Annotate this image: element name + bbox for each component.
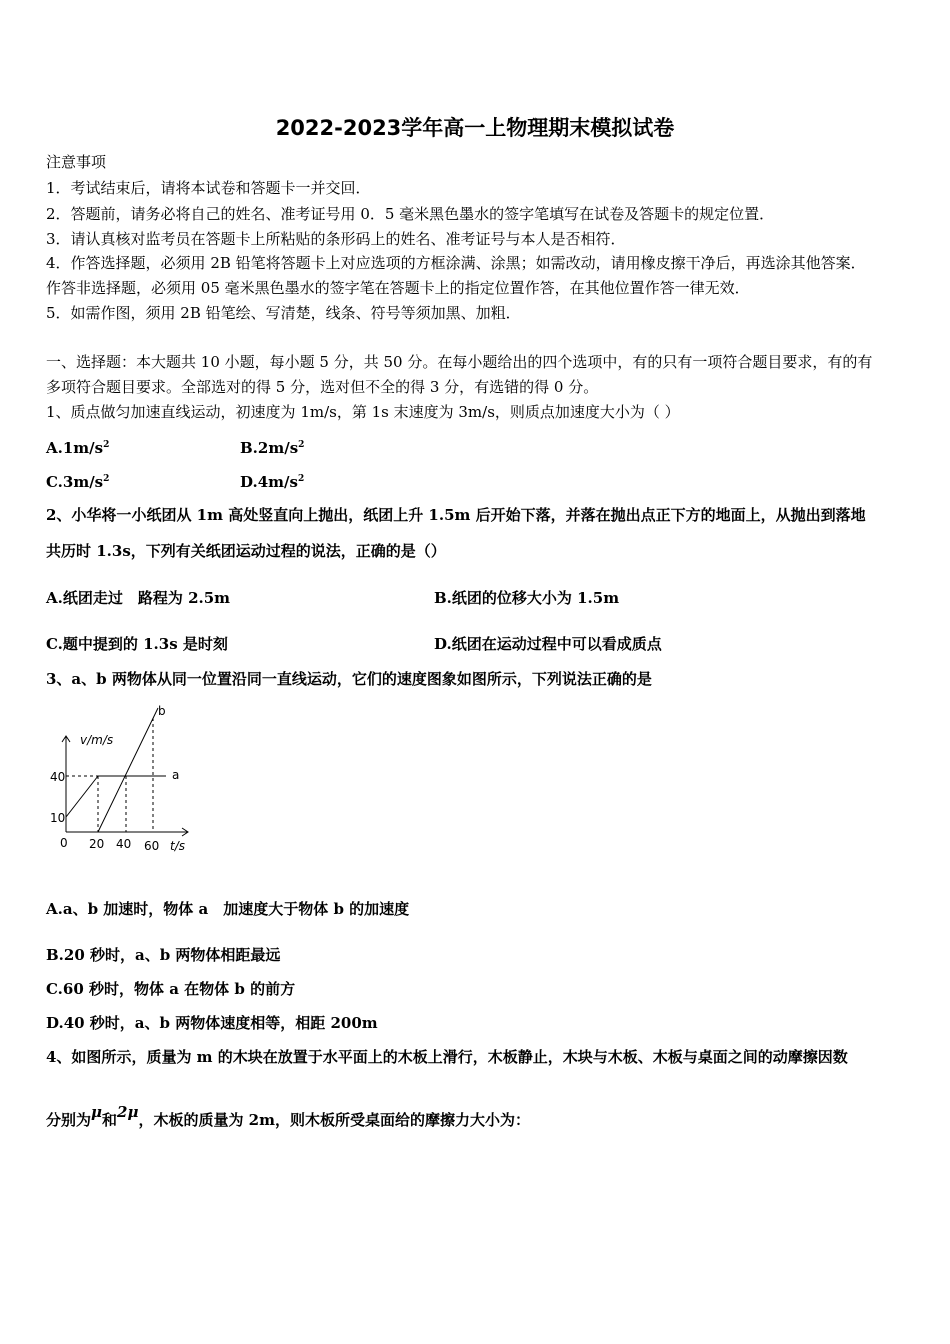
q2-stem-line: 2、小华将一小纸团从 1m 高处竖直向上抛出，纸团上升 1.5m 后开始下落，并落在抛出点正下方的地面上，从抛出到落地 — [46, 506, 866, 524]
x-tick-label: 0 — [60, 836, 68, 850]
q1-stem: 1、质点做匀加速直线运动，初速度为 1m/s，第 1s 末速度为 3m/s，则质点加速度大小为（ ） — [46, 403, 680, 421]
q1-option-b: $B.2m/s^2$ — [240, 439, 305, 457]
notice-item: 作答非选择题，必须用 05 毫米黑色墨水的签字笔在答题卡上的指定位置作答，在其他位置作答一律无效． — [46, 279, 750, 297]
line-a-rise — [66, 776, 98, 817]
q2-option-b: B.纸团的位移大小为 1.5m — [434, 589, 620, 607]
mu-symbol: μ — [91, 1103, 102, 1121]
line-b-label: b — [158, 704, 166, 718]
notice-item: 2．答题前，请务必将自己的姓名、准考证号用 0．5 毫米黑色墨水的签字笔填写在试卷及答题卡的规定位置． — [46, 205, 775, 223]
q2-option-a: A.纸团走过 路程为 2.5m — [46, 589, 231, 607]
q3-option-d: D.40 秒时，a、b 两物体速度相等，相距 200m — [46, 1014, 378, 1032]
t-axis-label: t/s — [170, 839, 185, 853]
two-mu-symbol: 2μ — [117, 1103, 139, 1121]
q3-stem: 3、a、b 两物体从同一位置沿同一直线运动，它们的速度图象如图所示，下列说法正确的是 — [46, 670, 652, 688]
notice-item: 4．作答选择题，必须用 2B 铅笔将答题卡上对应选项的方框涂满、涂黑；如需改动，请用橡皮擦干净后，再选涂其他答案． — [46, 254, 866, 272]
q2-stem-line: 共历时 1.3s，下列有关纸团运动过程的说法，正确的是（） — [46, 542, 446, 560]
section-intro-line: 一、选择题：本大题共 10 小题，每小题 5 分，共 50 分。在每小题给出的四个选项中，有的只有一项符合题目要求，有的有 — [46, 353, 873, 371]
x-tick-label: 20 — [89, 837, 105, 851]
y-tick-label: 10 — [50, 811, 66, 825]
q2-option-c: C.题中提到的 1.3s 是时刻 — [46, 635, 228, 653]
line-a-label: a — [172, 768, 180, 782]
q4-stem-line: 4、如图所示，质量为 m 的木块在放置于水平面上的木板上滑行，木板静止，木块与木板、木板与桌面之间的动摩擦因数 — [46, 1048, 848, 1066]
exam-title: 2022-2023学年高一上物理期末模拟试卷 — [275, 116, 675, 140]
x-tick-label: 60 — [144, 839, 160, 853]
q3-option-a: A.a、b 加速时，物体 a 加速度大于物体 b 的加速度 — [46, 900, 410, 918]
x-tick-label: 40 — [116, 837, 132, 851]
notice-item: 5．如需作图，须用 2B 铅笔绘、写清楚，线条、符号等须加黑、加粗． — [46, 304, 521, 322]
velocity-time-graph — [46, 700, 206, 860]
notice-item: 3．请认真核对监考员在答题卡上所粘贴的条形码上的姓名、准考证号与本人是否相符． — [46, 230, 626, 248]
y-tick-label: 40 — [50, 770, 66, 784]
q4-stem-line: 分别为μ和2μ，木板的质量为 2m，则木板所受桌面给的摩擦力大小为： — [46, 1103, 530, 1129]
q1-option-c: $C.3m/s^2$ — [46, 473, 110, 491]
line-b — [98, 708, 158, 832]
q1-option-a: $A.1m/s^2$ — [46, 439, 110, 457]
notice-heading: 注意事项 — [46, 153, 107, 171]
v-axis-label: v/m/s — [80, 733, 114, 747]
section-intro-line: 多项符合题目要求。全部选对的得 5 分，选对但不全的得 3 分，有选错的得 0 分。 — [46, 378, 599, 396]
q3-option-c: C.60 秒时，物体 a 在物体 b 的前方 — [46, 980, 296, 998]
q2-option-d: D.纸团在运动过程中可以看成质点 — [434, 635, 662, 653]
q3-option-b: B.20 秒时，a、b 两物体相距最远 — [46, 946, 281, 964]
notice-item: 1．考试结束后，请将本试卷和答题卡一并交回． — [46, 179, 371, 197]
q1-option-d: $D.4m/s^2$ — [240, 473, 305, 491]
